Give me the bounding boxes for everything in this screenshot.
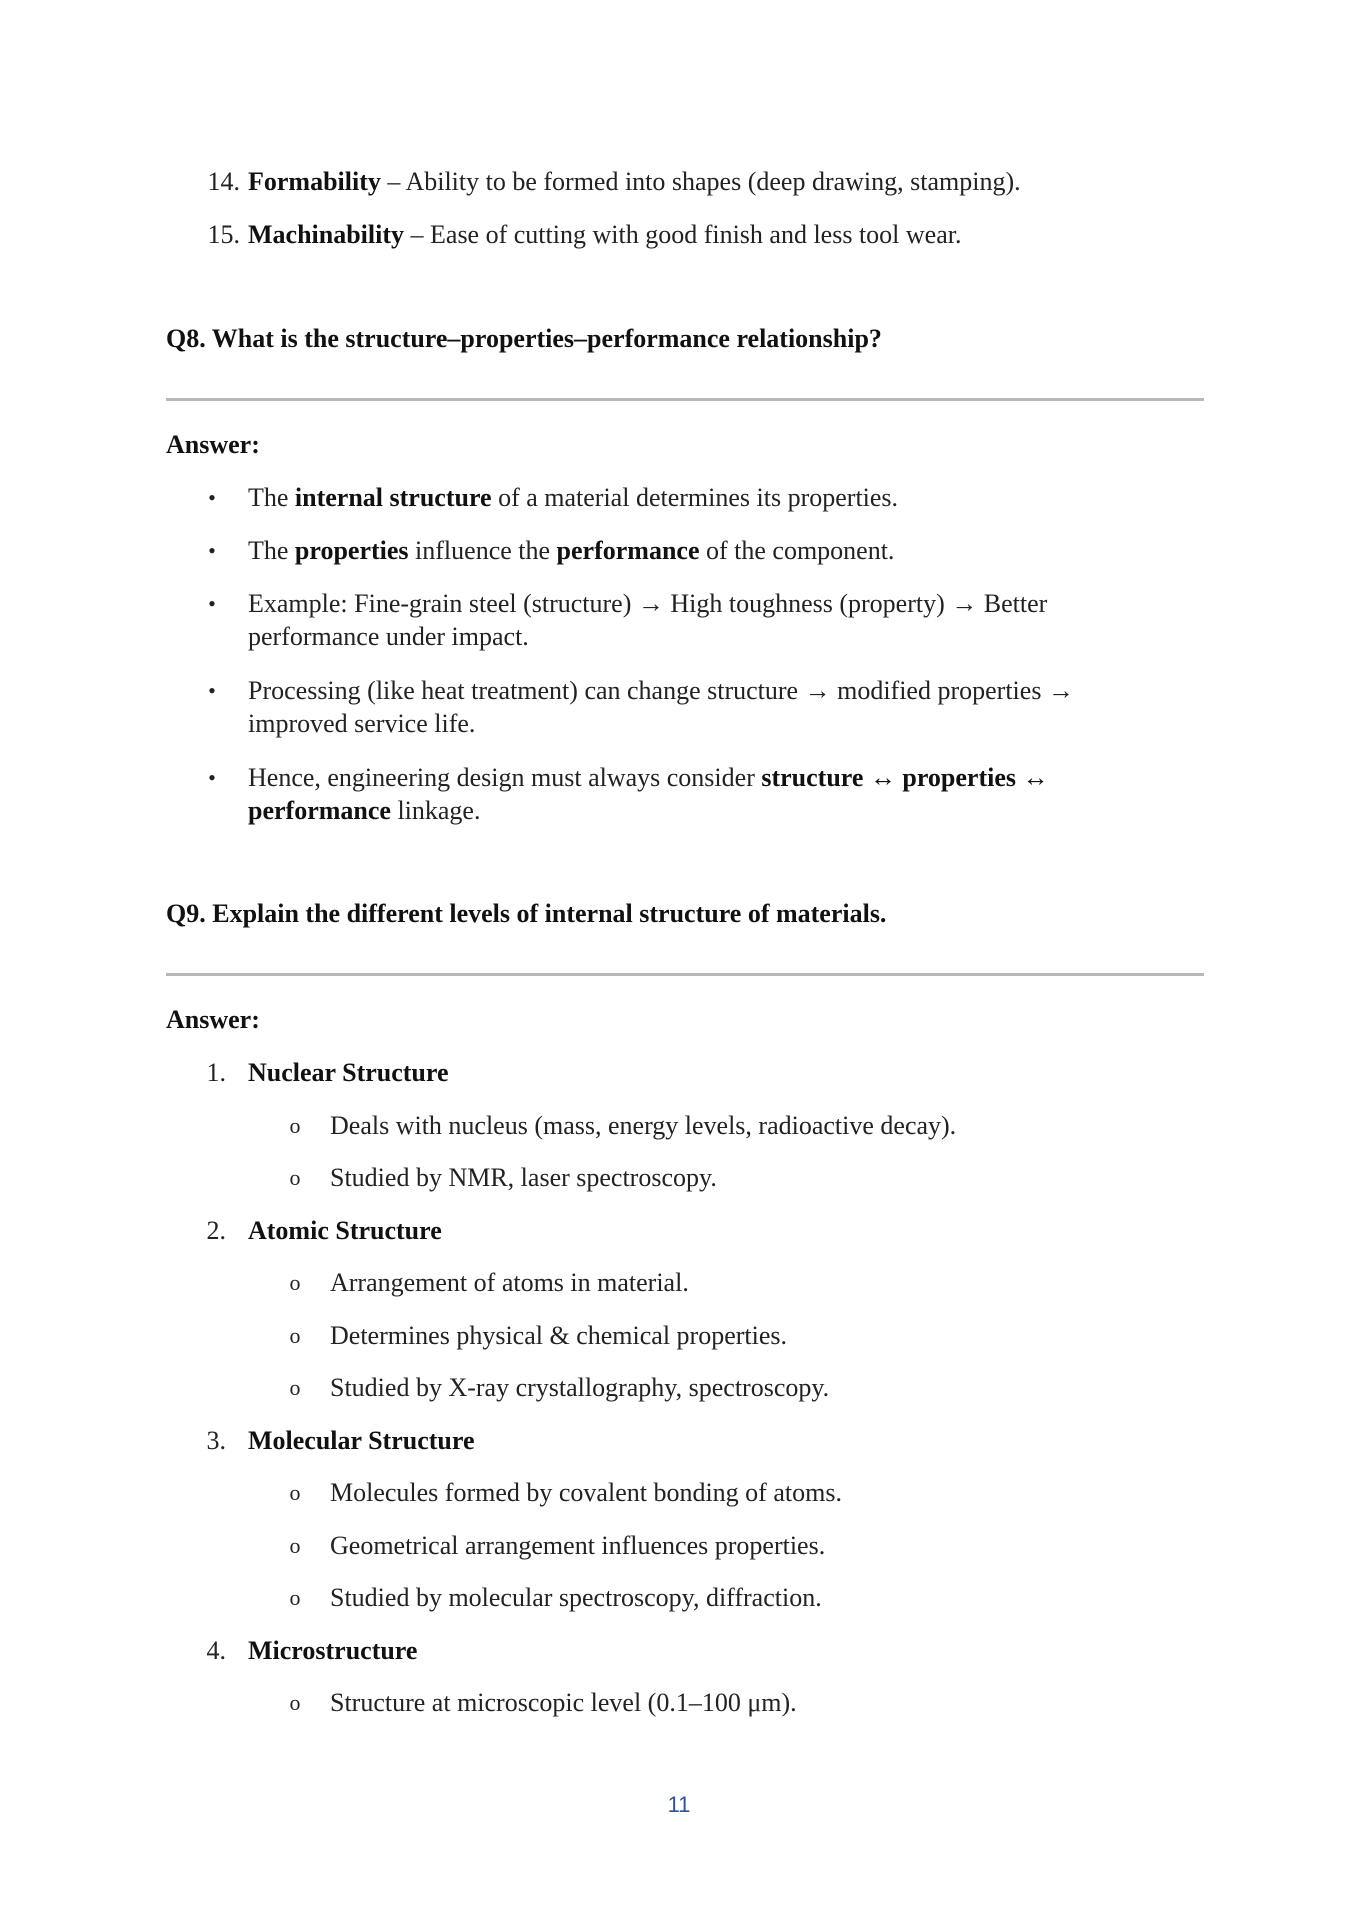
text: Studied by NMR, laser spectroscopy. [330, 1163, 717, 1192]
level-title: Microstructure [248, 1636, 418, 1665]
page-number: 11 [667, 1792, 691, 1817]
text: linkage. [390, 796, 481, 825]
text: Determines physical & chemical properties. [330, 1321, 788, 1350]
text: influence the [408, 536, 557, 565]
circle-bullet-icon: o [289, 1533, 301, 1558]
bullet-continuation [248, 794, 480, 828]
question-heading: Q8. What is the structure–properties–performance relationship? [166, 324, 882, 353]
text: Geometrical arrangement influences properties. [330, 1531, 826, 1560]
answer-label: Answer: [166, 430, 260, 459]
horizontal-rule [166, 398, 1204, 401]
term: Machinability [248, 220, 405, 249]
text: Example: Fine-grain steel (structure) → High toughness (property) → Better [248, 589, 1048, 618]
list-number: 4. [206, 1636, 226, 1665]
term: Formability [248, 167, 381, 196]
circle-bullet-icon: o [289, 1375, 301, 1400]
text: Arrangement of atoms in material. [330, 1268, 689, 1297]
circle-bullet-icon: o [289, 1690, 301, 1715]
text: Hence, engineering design must always consider [248, 763, 762, 792]
horizontal-rule [166, 973, 1204, 976]
list-number: 1. [206, 1058, 226, 1087]
question-heading: Q9. Explain the different levels of internal structure of materials. [166, 899, 887, 928]
text: Studied by X-ray crystallography, spectroscopy. [330, 1373, 830, 1402]
definition: – Ease of cutting with good finish and less tool wear. [404, 220, 962, 249]
answer-label: Answer: [166, 1005, 260, 1034]
text: Deals with nucleus (mass, energy levels, radioactive decay). [330, 1111, 957, 1140]
circle-bullet-icon: o [289, 1113, 301, 1138]
bullet-continuation: improved service life. [248, 709, 476, 738]
text: of a material determines its properties. [491, 483, 899, 512]
text: Processing (like heat treatment) can change structure → modified properties → [248, 676, 1074, 705]
text: The [248, 483, 295, 512]
level-title: Atomic Structure [248, 1216, 442, 1245]
level-title: Nuclear Structure [248, 1058, 449, 1087]
text: The [248, 536, 295, 565]
text: Structure at microscopic level (0.1–100 μm). [330, 1688, 797, 1717]
bullet-icon: • [208, 538, 216, 563]
bold-text: performance [556, 536, 700, 565]
list-number: 15. [207, 220, 240, 249]
list-number: 3. [206, 1426, 226, 1455]
list-number: 2. [206, 1216, 226, 1245]
level-title: Molecular Structure [248, 1426, 475, 1455]
circle-bullet-icon: o [289, 1585, 301, 1610]
circle-bullet-icon: o [289, 1323, 301, 1348]
circle-bullet-icon: o [289, 1270, 301, 1295]
bullet-icon: • [208, 765, 216, 790]
text: of the component. [699, 536, 895, 565]
text: Studied by molecular spectroscopy, diffraction. [330, 1583, 822, 1612]
bullet-icon: • [208, 591, 216, 616]
bold-text: structure ↔ properties ↔ [761, 763, 1049, 792]
definition: – Ability to be formed into shapes (deep drawing, stamping). [380, 167, 1021, 196]
bullet-continuation: performance under impact. [248, 622, 529, 651]
bold-text: performance [248, 796, 391, 825]
circle-bullet-icon: o [289, 1480, 301, 1505]
bullet-icon: • [208, 485, 216, 510]
list-number: 14. [207, 167, 240, 196]
text: Molecules formed by covalent bonding of atoms. [330, 1478, 842, 1507]
bold-text: properties [294, 536, 409, 565]
bold-text: internal structure [294, 483, 492, 512]
circle-bullet-icon: o [289, 1165, 301, 1190]
bullet-icon: • [208, 678, 216, 703]
